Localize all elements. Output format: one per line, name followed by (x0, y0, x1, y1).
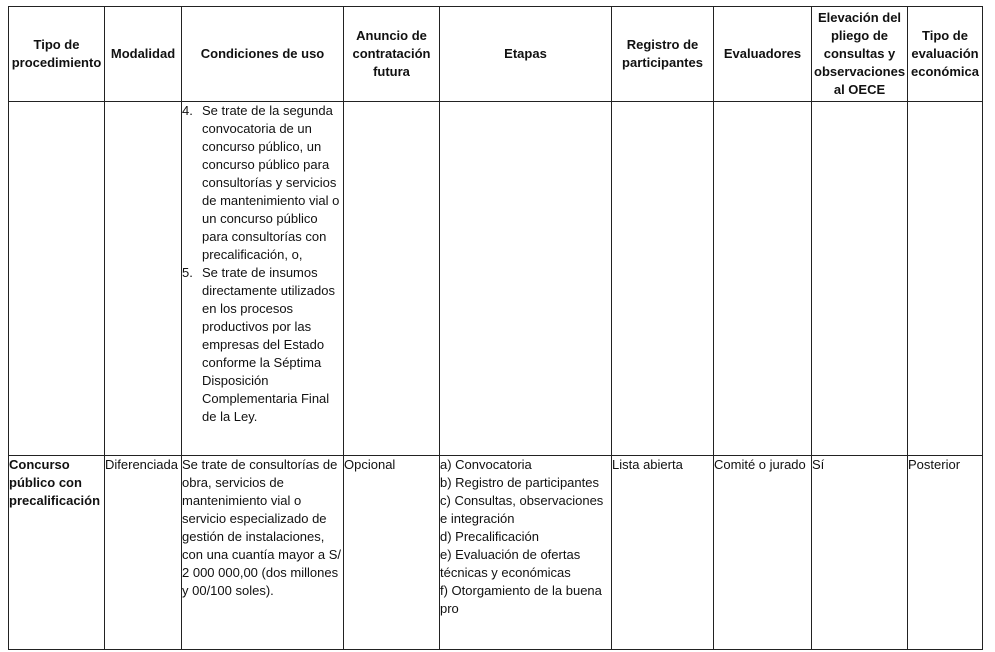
cell-empty (9, 102, 105, 456)
table-row (9, 456, 983, 650)
cell-etapas (440, 456, 612, 650)
stage-item: e) Evaluación de ofertas técnicas y económicas (440, 547, 581, 580)
cell-conditions-continued (182, 102, 344, 456)
cell-empty (612, 102, 714, 456)
condition-number: 5. (182, 265, 193, 280)
cell-modalidad: Diferenciada (105, 456, 182, 650)
header-registro: Registro de participantes (612, 7, 714, 102)
cell-tipo-procedimiento: Concurso público con precalificación (9, 456, 105, 650)
cell-empty (908, 102, 983, 456)
condition-number: 4. (182, 103, 193, 118)
condition-item (182, 264, 343, 426)
stage-item: f) Otorgamiento de la buena pro (440, 583, 602, 616)
conditions-list (182, 102, 343, 426)
header-evaluadores: Evaluadores (714, 7, 812, 102)
procedure-table (8, 6, 983, 650)
header-elevacion: Elevación del pliego de consultas y observaciones al OECE (812, 7, 908, 102)
header-etapas: Etapas (440, 7, 612, 102)
header-modalidad: Modalidad (105, 7, 182, 102)
header-condiciones: Condiciones de uso (182, 7, 344, 102)
stage-item: b) Registro de participantes (440, 475, 599, 490)
cell-empty (812, 102, 908, 456)
cell-tipo-evaluacion: Posterior (908, 456, 983, 650)
cell-empty (344, 102, 440, 456)
condition-text: Se trate de la segunda convocatoria de un concurso público, un concurso público para consultorías y servicios de mantenimiento vial o un concurso público para consultorías con precalificación, o, (202, 103, 340, 262)
cell-condiciones: Se trate de consultorías de obra, servicios de mantenimiento vial o servicio especializado de gestión de instalaciones, con una cuantía mayor a S/ 2 000 000,00 (dos millones y 00/100 soles). (182, 456, 344, 650)
cell-registro: Lista abierta (612, 456, 714, 650)
header-tipo-evaluacion: Tipo de evaluación económica (908, 7, 983, 102)
cell-empty (440, 102, 612, 456)
cell-anuncio: Opcional (344, 456, 440, 650)
header-row (9, 7, 983, 102)
cell-empty (105, 102, 182, 456)
cell-elevacion: Sí (812, 456, 908, 650)
cell-empty (714, 102, 812, 456)
condition-item (182, 102, 343, 264)
header-anuncio: Anuncio de contratación futura (344, 7, 440, 102)
table-row-continuation (9, 102, 983, 456)
stage-item: d) Precalificación (440, 529, 539, 544)
stage-item: a) Convocatoria (440, 457, 532, 472)
stage-item: c) Consultas, observaciones e integración (440, 493, 604, 526)
condition-text: Se trate de insumos directamente utilizados en los procesos productivos por las empresas del Estado conforme la Séptima Disposición Complementaria Final de la Ley. (202, 265, 335, 424)
header-tipo-procedimiento: Tipo de procedimiento (9, 7, 105, 102)
cell-evaluadores: Comité o jurado (714, 456, 812, 650)
